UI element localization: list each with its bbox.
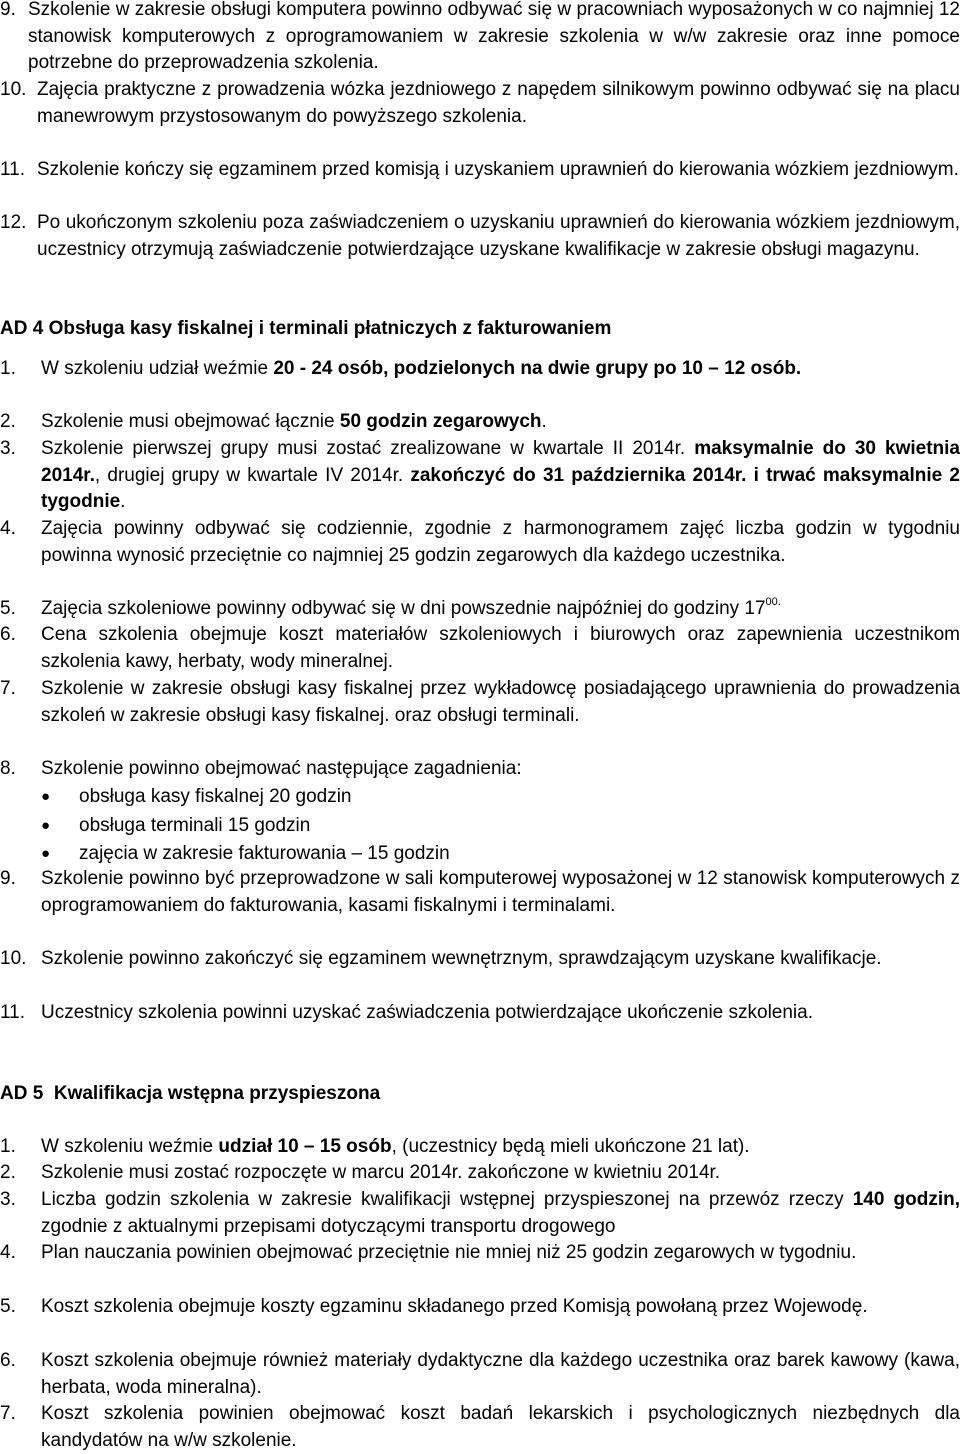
item-number: 12. [0,212,27,233]
item-number: 1. [0,1136,16,1157]
ad4-item-2 [0,409,960,436]
ad4-item-1 [0,356,960,383]
bold-text: maksymalnie do 30 kwietnia 2014r. [41,438,960,486]
item-text: Szkolenie kończy się egzaminem przed komisją i uzyskaniem uprawnień do kierowania wózkiem jezdniowym. [37,159,959,180]
bold-text: udział 10 – 15 osób [218,1136,392,1157]
bullet-icon: ● [41,816,51,834]
item-text: W szkoleniu udział weźmie 20 - 24 osób, podzielonych na dwie grupy po 10 – 12 osób. [41,358,802,379]
item-number: 2. [0,1162,16,1183]
sec3-item-10 [0,77,960,130]
item-number: 11. [0,1002,26,1023]
item-text: Koszt szkolenia obejmuje również materiały dydaktyczne dla każdego uczestnika oraz barek kawowy (kawa, herbata, woda mineralna). [41,1350,960,1398]
ad4-topic-list [0,784,960,868]
ad4-item-8 [0,756,960,783]
ad5-item-1 [0,1134,960,1161]
ad4-item-9 [0,866,960,919]
ad4-item-3 [0,436,960,516]
item-number: 10. [0,948,27,969]
item-number: 2. [0,411,16,432]
bold-text: 140 godzin, [852,1189,960,1210]
item-number: 7. [0,678,16,699]
section-heading-ad5: AD 5 Kwalifikacja wstępna przyspieszona [0,1083,381,1104]
item-text: Koszt szkolenia obejmuje koszty egzaminu składanego przed Komisją powołaną przez Wojewodę. [41,1296,868,1317]
ad4-item-6 [0,622,960,675]
item-text: Szkolenie pierwszej grupy musi zostać zrealizowane w kwartale II 2014r. maksymalnie do 30 kwietnia 2014r., drugiej grupy w kwartale IV 2014r. zakończyć do 31 października 2014r. i trwać maksymalnie 2 tygodnie. [41,438,960,512]
sec3-item-12 [0,210,960,263]
item-number: 5. [0,1296,16,1317]
list-item: ● obsługa terminali 15 godzin [41,813,960,840]
item-text: Plan nauczania powinien obejmować przeciętnie nie mniej niż 25 godzin zegarowych w tygodniu. [41,1242,857,1263]
ad5-item-6 [0,1348,960,1401]
sec3-item-11 [0,157,960,184]
section-heading-ad4: AD 4 Obsługa kasy fiskalnej i terminali płatniczych z fakturowaniem [0,318,612,339]
ad5-item-7 [0,1401,960,1454]
item-text: Szkolenie powinno obejmować następujące zagadnienia: [41,758,522,779]
item-number: 8. [0,758,16,779]
item-text: Zajęcia praktyczne z prowadzenia wózka jezdniowego z napędem silnikowym powinno odbywać się na placu manewrowym przystosowanym do powyższego szkolenia. [37,79,960,127]
ad5-item-2 [0,1160,960,1187]
item-number: 3. [0,1189,16,1210]
item-number: 11. [0,159,26,180]
item-text: Cena szkolenia obejmuje koszt materiałów szkoleniowych i biurowych oraz zapewnienia uczestnikom szkolenia kawy, herbaty, wody mineralnej. [41,624,960,672]
list-item: ● obsługa kasy fiskalnej 20 godzin [41,784,960,811]
item-text: Zajęcia szkoleniowe powinny odbywać się w dni powszednie najpóźniej do godziny $17^{00.}$ [41,596,781,619]
item-text: Szkolenie w zakresie obsługi kasy fiskalnej przez wykładowcę posiadającego uprawnienia do prowadzenia szkoleń w zakresie obsługi kasy fiskalnej. oraz obsługi terminali. [41,678,960,726]
item-text: Szkolenie w zakresie obsługi komputera powinno odbywać się w pracowniach wyposażonych w co najmniej 12 stanowisk komputerowych z oprogramowaniem w zakresie szkolenia w w/w zakresie oraz inne pomoce potrzebne do przeprowadzenia szkolenia. [28,0,960,73]
ad5-item-3 [0,1187,960,1240]
bullet-icon: ● [41,845,51,862]
item-text: Liczba godzin szkolenia w zakresie kwalifikacji wstępnej przyspieszonej na przewóz rzeczy 140 godzin, zgodnie z aktualnymi przepisami dotyczącymi transportu drogowego [41,1189,960,1237]
sec3-item-9 [0,0,960,77]
ad4-item-7 [0,676,960,729]
item-text: Uczestnicy szkolenia powinni uzyskać zaświadczenia potwierdzające ukończenie szkolenia. [41,1002,813,1023]
item-number: 1. [0,358,16,379]
ad5-item-4 [0,1240,960,1267]
item-text: Szkolenie musi zostać rozpoczęte w marcu 2014r. zakończone w kwietniu 2014r. [41,1162,721,1183]
item-text: Po ukończonym szkoleniu poza zaświadczeniem o uzyskaniu uprawnień do kierowania wózkiem jezdniowym, uczestnicy otrzymują zaświadczenie potwierdzające uzyskane kwalifikacje w zakresie obsługi magazynu. [37,212,960,260]
item-text: Szkolenie powinno zakończyć się egzaminem wewnętrznym, sprawdzającym uzyskane kwalifikacje. [41,948,882,969]
item-text: Szkolenie musi obejmować łącznie 50 godzin zegarowych. [41,411,547,432]
item-number: 4. [0,1242,16,1263]
item-text: Koszt szkolenia powinien obejmować koszt badań lekarskich i psychologicznych niezbędnych dla kandydatów na w/w szkolenie. [41,1403,960,1451]
ad4-item-10 [0,946,960,973]
bullet-icon: ● [41,788,51,805]
ad5-item-5 [0,1294,960,1321]
item-number: 4. [0,518,16,539]
item-text: Szkolenie powinno być przeprowadzone w sali komputerowej wyposażonej w 12 stanowisk komputerowych z oprogramowaniem do fakturowania, kasami fiskalnymi i terminalami. [41,868,960,916]
item-number: 9. [0,0,16,20]
bold-text: 50 godzin zegarowych [339,411,542,432]
item-number: 5. [0,598,16,619]
item-text: W szkoleniu weźmie udział 10 – 15 osób, (uczestnicy będą mieli ukończone 21 lat). [41,1136,750,1157]
item-number: 3. [0,438,16,459]
item-number: 10. [0,79,27,100]
ad4-item-4 [0,516,960,569]
item-text: Zajęcia powinny odbywać się codziennie, zgodnie z harmonogramem zajęć liczba godzin w tygodniu powinna wynosić przeciętnie co najmniej 25 godzin zegarowych dla każdego uczestnika. [41,518,960,566]
ad4-item-5 [0,596,960,623]
bold-text: zakończyć do 31 października 2014r. i trwać maksymalnie 2 tygodnie [41,464,960,512]
bold-text: 20 - 24 osób, podzielonych na dwie grupy po 10 – 12 osób. [273,358,802,379]
item-number: 7. [0,1403,16,1424]
ad4-item-11 [0,1000,960,1027]
item-number: 6. [0,1350,16,1371]
item-number: 9. [0,868,16,889]
list-item: ● zajęcia w zakresie fakturowania – 15 godzin [41,841,960,868]
superscript: 00. [765,596,781,608]
item-number: 6. [0,624,16,645]
